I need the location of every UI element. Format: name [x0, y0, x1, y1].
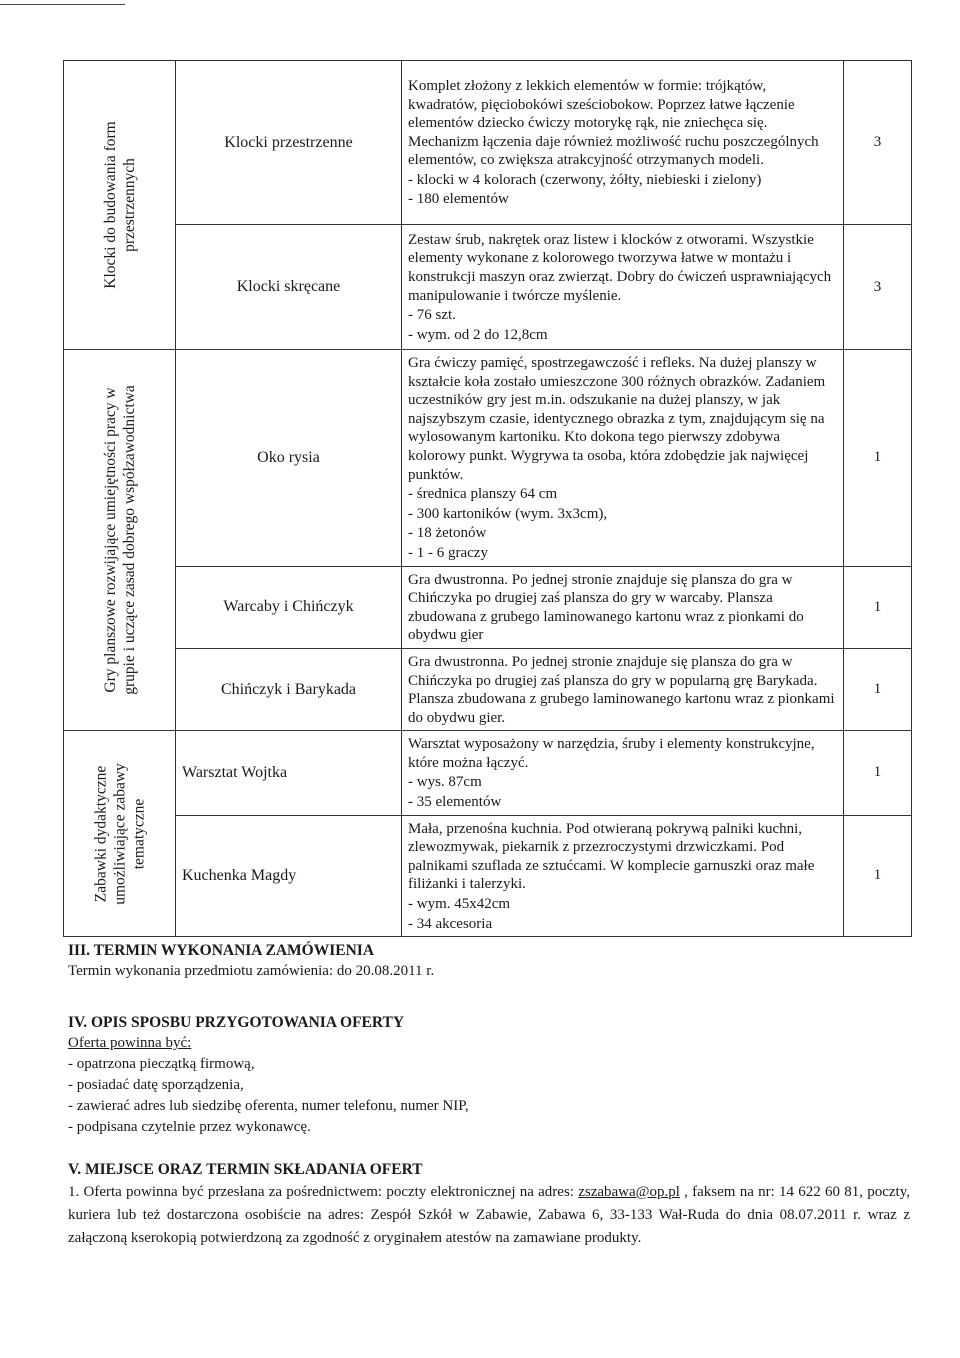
description-spec: - wys. 87cm [408, 774, 482, 791]
product-quantity: 1 [844, 648, 912, 730]
product-name: Chińczyk i Barykada [176, 648, 402, 730]
table-row [64, 731, 912, 815]
table-row [64, 648, 912, 730]
section-heading: IV. OPIS SPOSBU PRZYGOTOWANIA OFERTY [68, 1014, 405, 1031]
description-spec: - średnica planszy 64 cm [408, 486, 558, 503]
category-line: Zabawki dydaktyczne [92, 765, 109, 902]
product-description [402, 566, 844, 648]
product-quantity: 1 [844, 731, 912, 815]
header-rule [0, 4, 125, 5]
category-line: tematyczne [130, 798, 147, 870]
section-text: Termin wykonania przedmiotu zamówienia: do 20.08.2011 r. [68, 963, 435, 979]
table-row [64, 61, 912, 225]
product-name: Kuchenka Magdy [176, 815, 402, 937]
product-quantity: 1 [844, 566, 912, 648]
category-line: przestrzennych [120, 158, 138, 252]
description-text: Gra dwustronna. Po jednej stronie znajduje się plansza do gra w Chińczyka po drugiej zaś plansza do gry w popularną grę Barykada. Plansza zbudowana z grubego laminowanego kartonu wraz z pionkami do obydwu gier. [408, 653, 835, 726]
submission-paragraph [68, 1181, 910, 1250]
description-text: Gra ćwiczy pamięć, spostrzegawczość i refleks. Na dużej planszy w kształcie koła zostało umieszczone 300 różnych obrazków. Zadaniem uczestników gry jest m.in. odszukanie na dużej planszy, w jak najszybszym czasie, identycznego obrazka z tym, znajdującym się na wylosowanym kartoniku. Kto dokona tego pierwszy zdobywa kolorowy punkt. Wygrywa ta osoba, która zdobędzie jak najwięcej punktów. [408, 355, 826, 483]
category-line: grupie i uczące zasad dobrego współzawodnictwa [120, 385, 138, 695]
list-item: - posiadać datę sporządzenia, [68, 1077, 244, 1093]
category-line: Gry planszowe rozwijające umiejętności pracy w [101, 387, 119, 693]
category-cell [64, 350, 176, 731]
description-spec: - 180 elementów [408, 191, 509, 208]
product-description [402, 731, 844, 815]
section-heading: III. TERMIN WYKONANIA ZAMÓWIENIA [68, 942, 375, 959]
list-item: - podpisana czytelnie przez wykonawcę. [68, 1119, 311, 1135]
list-item: - opatrzona pieczątką firmową, [68, 1056, 255, 1072]
product-quantity: 1 [844, 350, 912, 567]
section-offer-preparation [68, 1012, 910, 1138]
category-cell [64, 731, 176, 937]
description-text: Gra dwustronna. Po jednej stronie znajduje się plansza do gra w Chińczyka po drugiej zaś plansza do gry w warcaby. Plansza zbudowana z grubego laminowanego kartonu wraz z pionkami do obydwu gier [408, 571, 804, 644]
category-line: Klocki do budowania form [101, 121, 119, 289]
list-number: 1. [68, 1184, 80, 1200]
submission-text: Oferta powinna być przesłana za pośrednictwem: poczty elektronicznej na adres: [83, 1184, 579, 1200]
product-name: Warsztat Wojtka [176, 731, 402, 815]
product-table [63, 60, 912, 937]
product-quantity: 3 [844, 225, 912, 350]
section-deadline [68, 940, 910, 982]
table-row [64, 225, 912, 350]
category-line: umożliwiające zabawy [111, 762, 128, 905]
product-description [402, 350, 844, 567]
description-text: Mała, przenośna kuchnia. Pod otwieraną pokrywą palniki kuchni, zlewozmywak, piekarnik z przezroczystymi drzwiczkami. Pod palnikami szuflada ze sztućcami. W komplecie garnuszki oraz małe filiżanki i talerzyki. [408, 820, 815, 893]
submission-text: , faksem na nr: 14 622 60 81, poczty, kuriera lub też dostarczona osobiście na adres: Zespół Szkół w Zabawie, Zabawa 6, 33-133 Wał-Ruda do dnia 08.07.2011 r. wraz z załączoną kserokopią potwierdzoną za zgodność z oryginałem atestów na zamawiane produkty. [68, 1184, 910, 1246]
description-spec: - klocki w 4 kolorach (czerwony, żółty, niebieski i zielony) [408, 171, 762, 188]
email-link[interactable]: zszabawa@op.pl [578, 1184, 680, 1200]
product-name: Warcaby i Chińczyk [176, 566, 402, 648]
description-text: Warsztat wyposażony w narzędzia, śruby i elementy konstrukcyjne, które można łączyć. [408, 736, 815, 771]
description-spec: - 1 - 6 graczy [408, 544, 488, 561]
description-text: Zestaw śrub, nakrętek oraz listew i klocków z otworami. Wszystkie elementy wykonane z kolorowego tworzywa łatwe w montażu i konstrukcji maszyn oraz zwierząt. Dobry do ćwiczeń usprawniających manipulowanie i twórcze myślenie. [408, 231, 832, 304]
description-spec: - 76 szt. [408, 307, 456, 324]
table-row [64, 350, 912, 567]
description-spec: - wym. 45x42cm [408, 896, 511, 913]
product-quantity: 3 [844, 61, 912, 225]
product-description [402, 61, 844, 225]
product-name: Klocki przestrzenne [176, 61, 402, 225]
product-name: Klocki skręcane [176, 225, 402, 350]
list-item: - zawierać adres lub siedzibę oferenta, numer telefonu, numer NIP, [68, 1098, 469, 1114]
section-submission [68, 1158, 910, 1250]
table-row [64, 566, 912, 648]
section-lead: Oferta powinna być: [68, 1035, 192, 1051]
description-text: Komplet złożony z lekkich elementów w formie: trójkątów, kwadratów, pięciobokówi sześciobokow. Poprzez łatwe łączenie elementów dziecko ćwiczy motorykę rąk, nie zniechęca się. Mechanizm łączenia daje również możliwość ruchu poszczególnych elementów, co zwiększa atrakcyjność otrzymanych modeli. [408, 77, 819, 169]
table-row [64, 815, 912, 937]
category-cell [64, 61, 176, 350]
description-spec: - wym. od 2 do 12,8cm [408, 326, 548, 343]
description-spec: - 34 akcesoria [408, 915, 493, 932]
section-heading: V. MIEJSCE ORAZ TERMIN SKŁADANIA OFERT [68, 1161, 423, 1178]
product-description [402, 815, 844, 937]
product-description [402, 648, 844, 730]
product-description [402, 225, 844, 350]
description-spec: - 18 żetonów [408, 525, 487, 542]
description-spec: - 35 elementów [408, 794, 502, 811]
product-name: Oko rysia [176, 350, 402, 567]
product-quantity: 1 [844, 815, 912, 937]
description-spec: - 300 kartoników (wym. 3x3cm), [408, 505, 608, 522]
